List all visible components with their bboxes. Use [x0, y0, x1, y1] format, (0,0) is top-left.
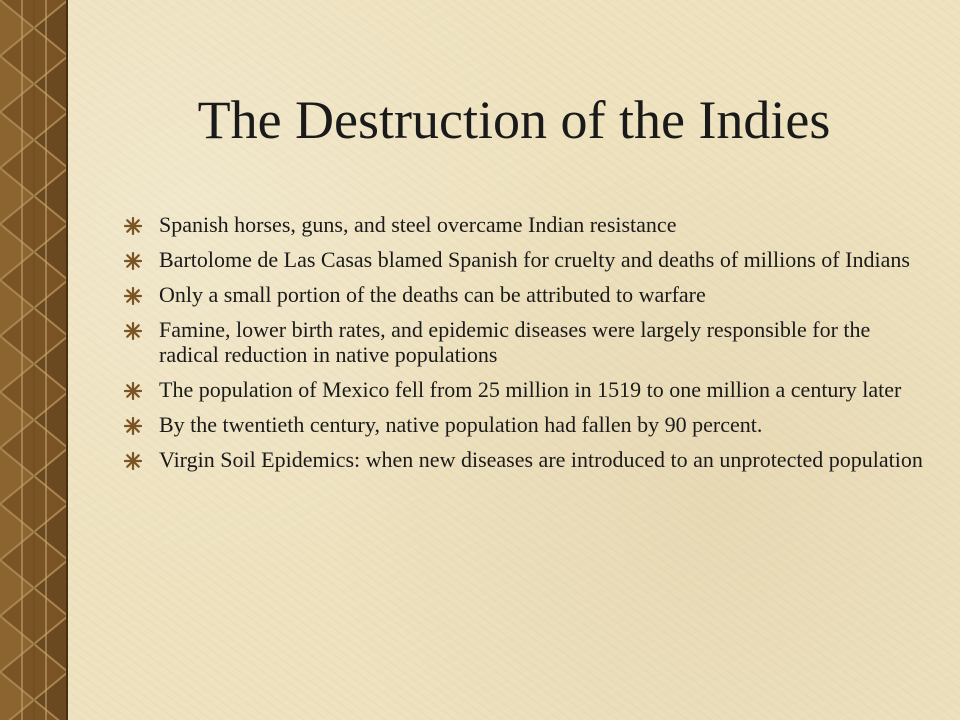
list-item	[124, 377, 934, 402]
asterisk-star-icon	[124, 322, 142, 340]
asterisk-star-icon	[124, 217, 142, 235]
bullet-text: By the twentieth century, native population had fallen by 90 percent.	[159, 412, 763, 437]
list-item	[124, 447, 934, 472]
list-item	[124, 412, 934, 437]
asterisk-star-icon	[124, 287, 142, 305]
bullet-text: Only a small portion of the deaths can be attributed to warfare	[159, 282, 706, 307]
list-item	[124, 282, 934, 307]
bullet-text: The population of Mexico fell from 25 million in 1519 to one million a century later	[159, 377, 902, 402]
asterisk-star-icon	[124, 417, 142, 435]
slide-title: The Destruction of the Indies	[197, 90, 831, 150]
bullet-text: Spanish horses, guns, and steel overcame Indian resistance	[159, 212, 677, 237]
bullet-list	[124, 212, 934, 482]
bullet-text: Bartolome de Las Casas blamed Spanish for cruelty and deaths of millions of Indians	[159, 247, 910, 272]
asterisk-star-icon	[124, 382, 142, 400]
list-item	[124, 317, 934, 367]
list-item	[124, 247, 934, 272]
asterisk-star-icon	[124, 452, 142, 470]
asterisk-star-icon	[124, 252, 142, 270]
decorative-border-strip	[0, 0, 68, 720]
bullet-text: Virgin Soil Epidemics: when new diseases are introduced to an unprotected population	[159, 447, 923, 472]
list-item	[124, 212, 934, 237]
bullet-text: Famine, lower birth rates, and epidemic diseases were largely responsible for the radical reduction in native populations	[159, 317, 871, 367]
